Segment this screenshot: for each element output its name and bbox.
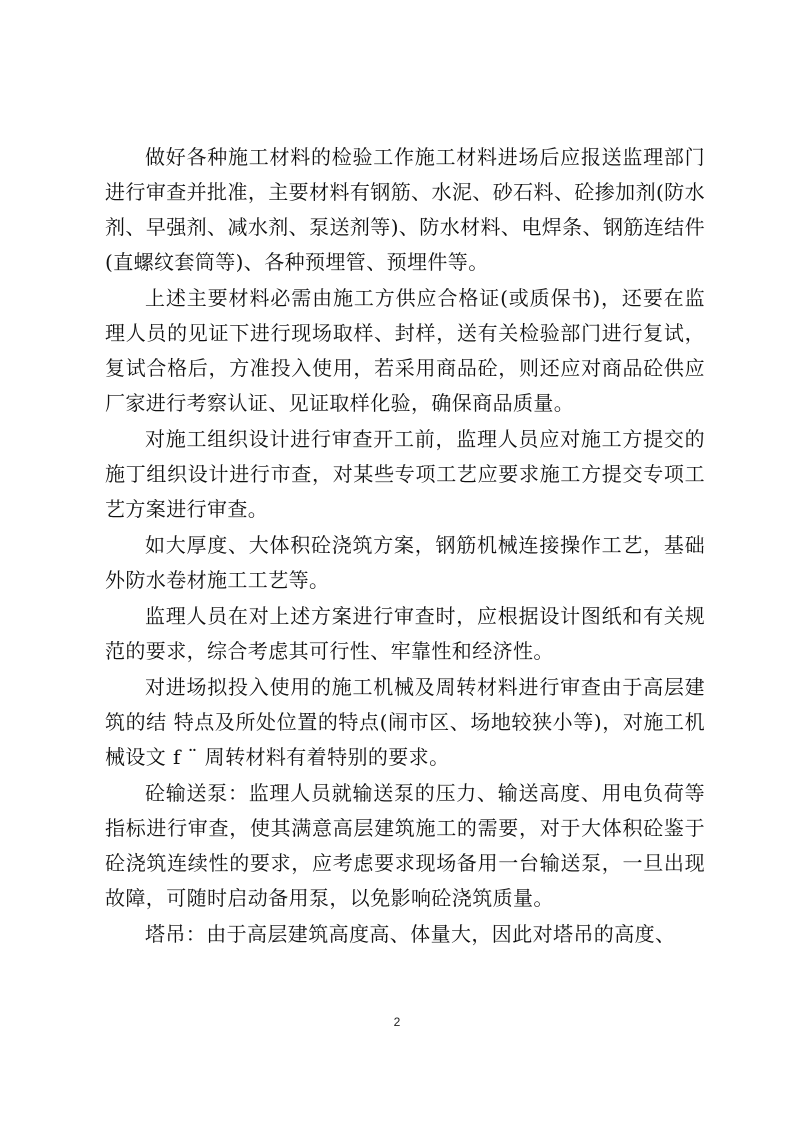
paragraph-review-criteria: 监理人员在对上述方案进行审查时，应根据设计图纸和有关规范的要求，综合考虑其可行性、牢靠性和经济性。 xyxy=(105,604,705,663)
paragraph-machinery-review: 对进场拟投入使用的施工机械及周转材料进行审查由于高层建筑的结 特点及所处位置的特点(闹市区、场地较狭小等)，对施工机械设文 f ¨ 周转材料有着特别的要求。 xyxy=(105,675,705,769)
paragraph-material-inspection: 做好各种施工材料的检验工作施工材料进场后应报送监理部门进行审查并批准，主要材料有钢筋、水泥、砂石料、砼掺加剂(防水剂、早强剂、减水剂、泵送剂等)、防水材料、电焊条、钢筋连结件(直螺纹套筒等)、各种预埋管、预埋件等。 xyxy=(105,145,705,274)
paragraph-concrete-pump: 砼输送泵：监理人员就输送泵的压力、输送高度、用电负荷等指标进行审查，使其满意高层建筑施工的需要，对于大体积砼鉴于砼浇筑连续性的要求，应考虑要求现场备用一台输送泵，一旦出现故障，可随时启动备用泵，以免影响砼浇筑质量。 xyxy=(105,781,705,910)
page-number: 2 xyxy=(393,1015,401,1029)
document-body xyxy=(105,140,705,953)
paragraph-special-processes: 如大厚度、大体积砼浇筑方案，钢筋机械连接操作工艺，基础外防水卷材施工工艺等。 xyxy=(105,533,705,592)
paragraph-construction-plan-review: 对施工组织设计进行审查开工前，监理人员应对施工方提交的施丁组织设计进行市查，对某些专项工艺应要求施工方提交专项工艺方案进行审查。 xyxy=(105,427,705,521)
paragraph-certificates-sampling: 上述主要材料必需由施工方供应合格证(或质保书)，还要在监理人员的见证下进行现场取样、封样，送有关检验部门进行复试，复试合格后，方准投入使用，若采用商品砼，则还应对商品砼供应厂家进行考察认证、见证取样化验，确保商品质量。 xyxy=(105,286,705,415)
paragraph-tower-crane: 塔吊：由于高层建筑高度高、体量大，因此对塔吊的高度、 xyxy=(145,922,676,946)
